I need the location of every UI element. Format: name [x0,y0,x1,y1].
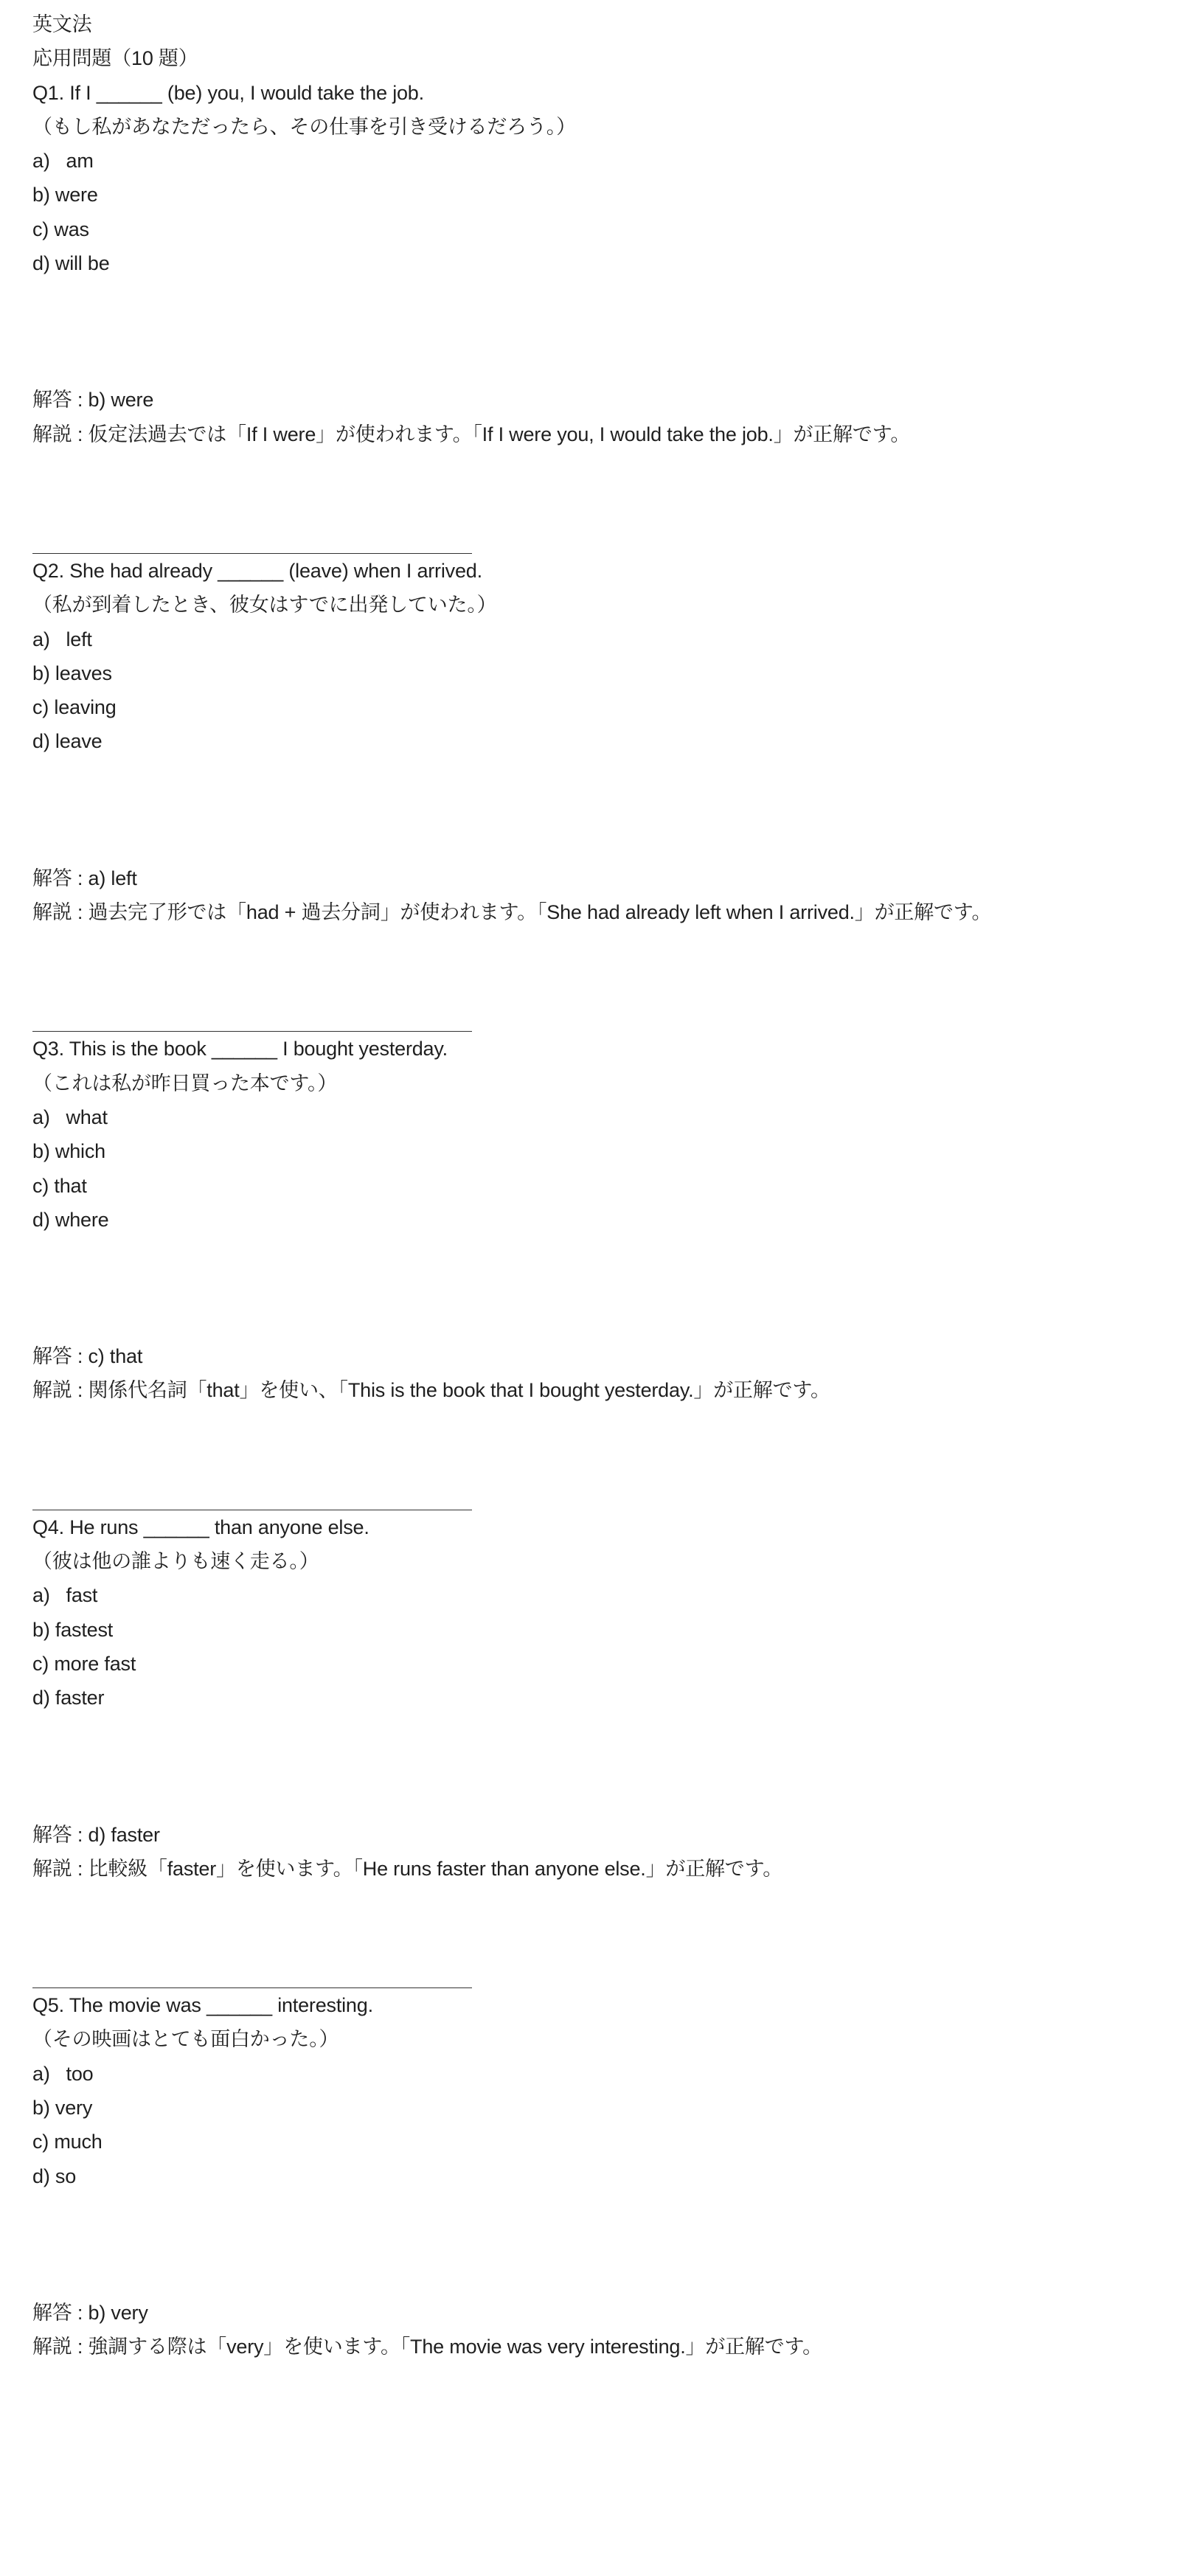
question-text: Q3. This is the book ______ I bought yesterday. [32,1038,448,1060]
question-translation: （その映画はとても面白かった。） [32,2028,339,2051]
document-header [32,7,1139,76]
option-c: c) leaving [32,696,117,719]
question-block-2 [32,554,1139,1032]
explanation-text: 解説 : 仮定法過去では「If I were」が使われます。「If I were you, I would take the job.」が正解です。 [32,423,911,445]
option-d: d) faster [32,1687,105,1709]
option-a: a) what [32,1105,108,1128]
question-translation: （これは私が昨日買った本です。） [32,1072,338,1094]
option-a: a) am [32,150,94,173]
option-d: d) where [32,1208,109,1231]
answer-text: 解答 : a) left [32,867,137,889]
question-translation: （もし私があなただったら、その仕事を引き受けるだろう。） [32,115,576,138]
option-c: c) much [32,2131,103,2153]
option-b: b) fastest [32,1618,114,1641]
option-a: a) left [32,628,92,650]
question-translation: （私が到着したとき、彼女はすでに出発していた。） [32,594,497,617]
question-text: Q2. She had already ______ (leave) when I arrived. [32,559,482,582]
option-c: c) was [32,218,89,240]
explanation-text: 解説 : 強調する際は「very」を使います。「The movie was very interesting.」が正解です。 [32,2336,822,2358]
question-block-3 [32,1032,1139,1510]
question-translation: （彼は他の誰よりも速く走る。） [32,1550,319,1573]
section-divider [32,553,472,554]
section-divider [32,1031,472,1032]
answer-text: 解答 : c) that [32,1345,143,1368]
document-title: 英文法 [32,13,92,35]
option-d: d) so [32,2164,77,2187]
question-text: Q4. He runs ______ than anyone else. [32,1516,369,1538]
option-d: d) will be [32,252,110,275]
option-a: a) too [32,2062,94,2085]
document-page [32,7,1139,2364]
option-c: c) that [32,1174,87,1197]
answer-text: 解答 : d) faster [32,1823,160,1846]
option-b: b) were [32,184,98,206]
question-block-4 [32,1510,1139,1988]
explanation-text: 解説 : 関係代名詞「that」を使い、「This is the book that I bought yesterday.」が正解です。 [32,1379,830,1402]
option-b: b) very [32,2096,93,2119]
document-subtitle: 応用問題（10 題） [32,47,198,70]
explanation-text: 解説 : 比較級「faster」を使います。「He runs faster than anyone else.」が正解です。 [32,1857,783,1880]
option-b: b) leaves [32,662,112,684]
option-d: d) leave [32,730,103,753]
option-c: c) more fast [32,1652,136,1675]
section-divider [32,1987,472,1988]
option-b: b) which [32,1140,105,1163]
question-block-1 [32,76,1139,554]
question-block-5 [32,1988,1139,2364]
answer-text: 解答 : b) were [32,389,154,412]
answer-text: 解答 : b) very [32,2301,148,2324]
question-text: Q1. If I ______ (be) you, I would take the job. [32,81,424,104]
question-text: Q5. The movie was ______ interesting. [32,1994,373,2017]
option-a: a) fast [32,1584,98,1607]
explanation-text: 解説 : 過去完了形では「had + 過去分詞」が使われます。「She had already left when I arrived.」が正解です。 [32,901,992,924]
